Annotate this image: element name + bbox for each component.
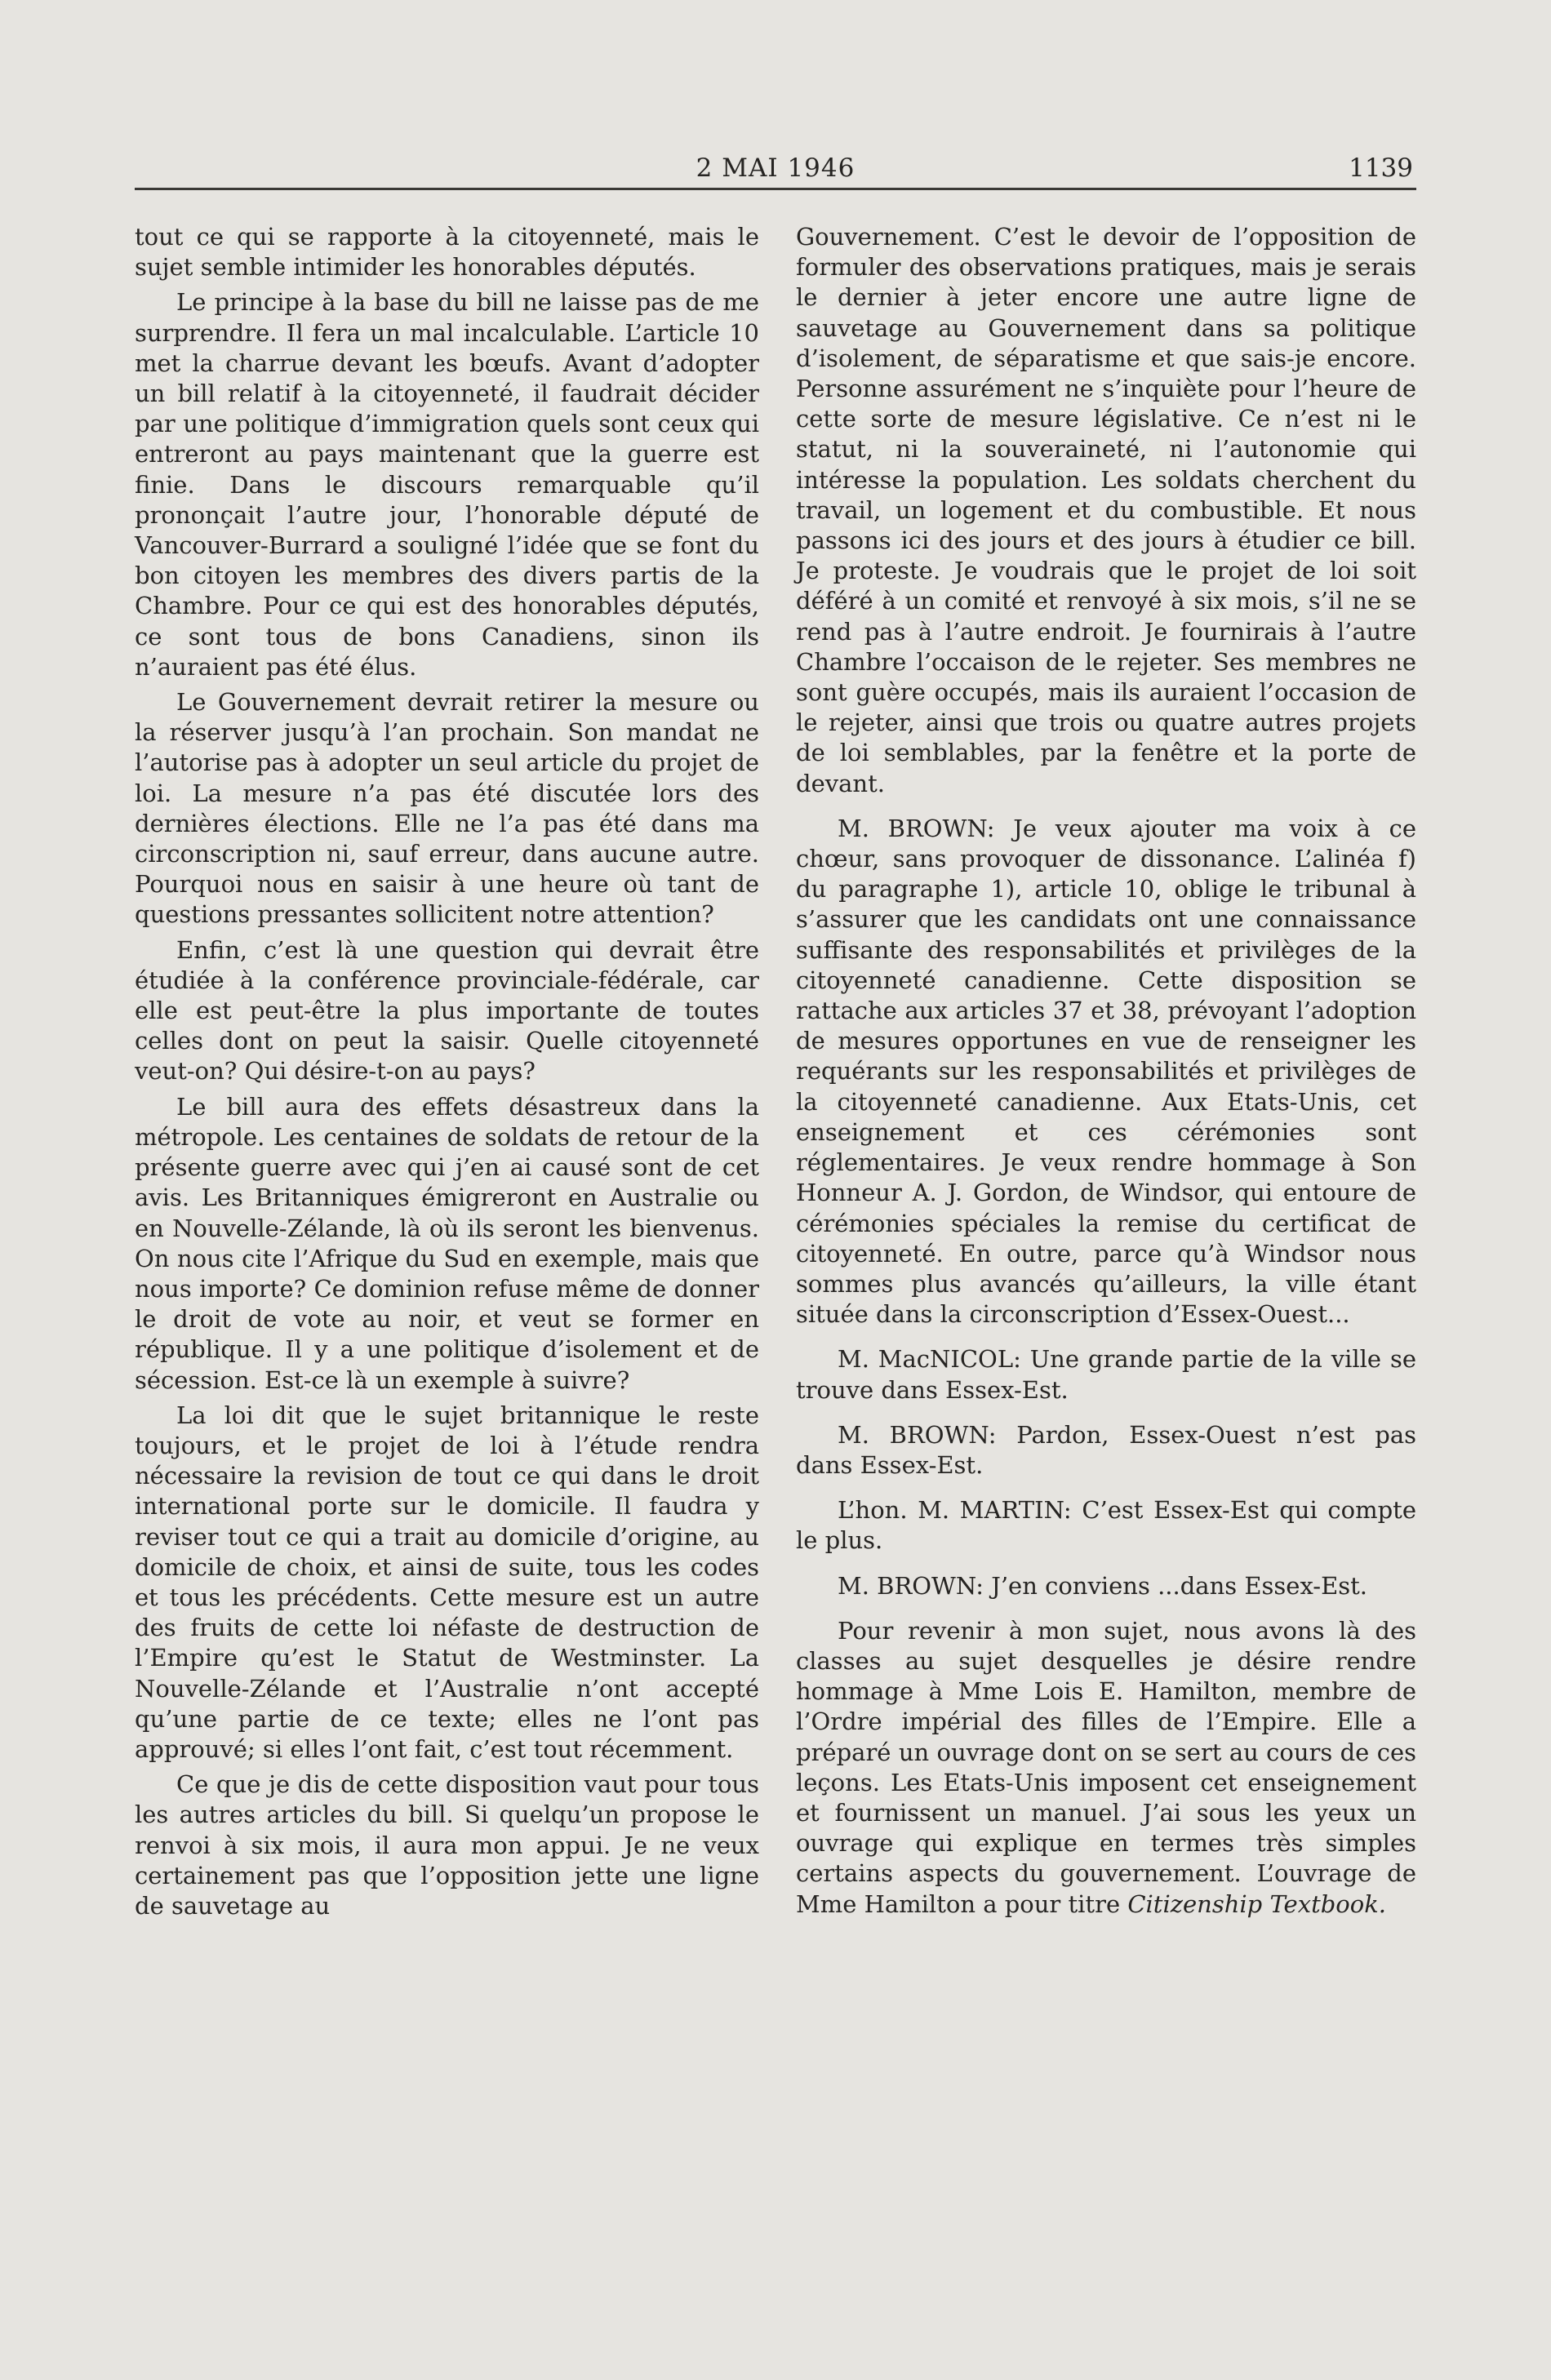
paragraph: La loi dit que le sujet britannique le reste toujours, et le projet de loi à l’étude rendra nécessaire la revision de tout ce qui dans le droit international porte sur le domicile. Il faudra y reviser tout ce qui a trait au domicile d’origine, au domicile de choix, et ainsi de suite, tous les codes et tous les précédents. Cette mesure est un autre des fruits de cette loi néfaste de destruction de l’Empire qu’est le Statut de Westminster. La Nouvelle-Zélande et l’Australie n’ont accepté qu’une partie de ce texte; elles ne l’ont pas approuvé; si elles l’ont fait, c’est tout récemment. [135, 1401, 759, 1763]
paragraph [796, 1616, 1416, 1920]
speaker-paragraph: M. BROWN: J’en conviens ...dans Essex-Est. [838, 1571, 1368, 1600]
header-date: 2 MAI 1946 [696, 153, 855, 183]
speaker-paragraph: M. MacNICOL: Une grande partie de la ville se trouve dans Essex-Est. [796, 1345, 1416, 1404]
left-column [135, 222, 759, 1921]
page-number: 1139 [1349, 153, 1413, 183]
speaker-paragraph: M. BROWN: Pardon, Essex-Ouest n’est pas dans Essex-Est. [796, 1420, 1416, 1479]
paragraph: tout ce qui se rapporte à la citoyenneté, mais le sujet semble intimider les honorables députés. [135, 223, 759, 282]
right-column [796, 222, 1416, 1920]
page-header [135, 147, 1416, 190]
paragraph-text: Pour revenir à mon sujet, nous avons là des classes au sujet desquelles je désire rendre hommage à Mme Lois E. Hamilton, membre de l’Ordre impérial des filles de l’Empire. Elle a préparé un ouvrage dont on se sert au cours de ces leçons. Les Etats-Unis imposent cet enseignement et fournissent un manuel. J’ai sous les yeux un ouvrage qui explique en termes très simples certains aspects du gouvernement. L’ouvrage de Mme Hamilton a pour titre [796, 1616, 1416, 1918]
paragraph: Enfin, c’est là une question qui devrait être étudiée à la conférence provinciale-fédérale, car elle est peut-être la plus importante de toutes celles dont on peut la saisir. Quelle citoyenneté veut-on? Qui désire-t-on au pays? [135, 935, 759, 1086]
paragraph: Le bill aura des effets désastreux dans la métropole. Les centaines de soldats de retour de la présente guerre avec qui j’en ai causé sont de cet avis. Les Britanniques émigreront en Australie ou en Nouvelle-Zélande, là où ils seront les bienvenus. On nous cite l’Afrique du Sud en exemple, mais que nous importe? Ce dominion refuse même de donner le droit de vote au noir, et veut se former en république. Il y a une politique d’isolement et de sécession. Est-ce là un exemple à suivre? [135, 1092, 759, 1394]
book-title: Citizenship Textbook. [1127, 1889, 1386, 1918]
speaker-paragraph: L’hon. M. MARTIN: C’est Essex-Est qui compte le plus. [796, 1496, 1416, 1555]
paragraph: Le principe à la base du bill ne laisse pas de me surprendre. Il fera un mal incalculable. L’article 10 met la charrue devant les bœufs. Avant d’adopter un bill relatif à la citoyenneté, il faudrait décider par une politique d’immigration quels sont ceux qui entreront au pays maintenant que la guerre est finie. Dans le discours remarquable qu’il prononçait l’autre jour, l’honorable député de Vancouver-Burrard a souligné l’idée que se font du bon citoyen les membres des divers partis de la Chambre. Pour ce qui est des honorables députés, ce sont tous de bons Canadiens, sinon ils n’auraient pas été élus. [135, 288, 759, 681]
paragraph: Gouvernement. C’est le devoir de l’opposition de formuler des observations pratiques, mais je serais le dernier à jeter encore une autre ligne de sauvetage au Gouvernement dans sa politique d’isolement, de séparatisme et que sais-je encore. Personne assurément ne s’inquiète pour l’heure de cette sorte de mesure législative. Ce n’est ni le statut, ni la souveraineté, ni l’autonomie qui intéresse la population. Les soldats cherchent du travail, un logement et du combustible. Et nous passons ici des jours et des jours à étudier ce bill. Je proteste. Je voudrais que le projet de loi soit déféré à un comité et renvoyé à six mois, s’il ne se rend pas à l’autre endroit. Je fournirais à l’autre Chambre l’occaison de le rejeter. Ses membres ne sont guère occupés, mais ils auraient l’occasion de le rejeter, ainsi que trois ou quatre autres projets de loi semblables, par la fenêtre et la porte de devant. [796, 223, 1416, 797]
speaker-paragraph: M. BROWN: Je veux ajouter ma voix à ce chœur, sans provoquer de dissonance. L’alinéa f) du paragraphe 1), article 10, oblige le tribunal à s’assurer que les candidats ont une connaissance suffisante des responsabilités et privilèges de la citoyenneté canadienne. Cette disposition se rattache aux articles 37 et 38, prévoyant l’adoption de mesures opportunes en vue de renseigner les requérants sur les responsabilités et privilèges de la citoyenneté canadienne. Aux Etats-Unis, cet enseignement et ces cérémonies sont réglementaires. Je veux rendre hommage à Son Honneur A. J. Gordon, de Windsor, qui entoure de cérémonies spéciales la remise du certificat de citoyenneté. En outre, parce qu’à Windsor nous sommes plus avancés qu’ailleurs, la ville étant située dans la circonscription d’Essex-Ouest... [796, 814, 1416, 1329]
paragraph: Ce que je dis de cette disposition vaut pour tous les autres articles du bill. Si quelqu’un propose le renvoi à six mois, il aura mon appui. Je ne veux certainement pas que l’opposition jette une ligne de sauvetage au [135, 1770, 759, 1920]
paragraph: Le Gouvernement devrait retirer la mesure ou la réserver jusqu’à l’an prochain. Son mandat ne l’autorise pas à adopter un seul article du projet de loi. La mesure n’a pas été discutée lors des dernières élections. Elle ne l’a pas été dans ma circonscription ni, sauf erreur, dans aucune autre. Pourquoi nous en saisir à une heure où tant de questions pressantes sollicitent notre attention? [135, 688, 759, 929]
